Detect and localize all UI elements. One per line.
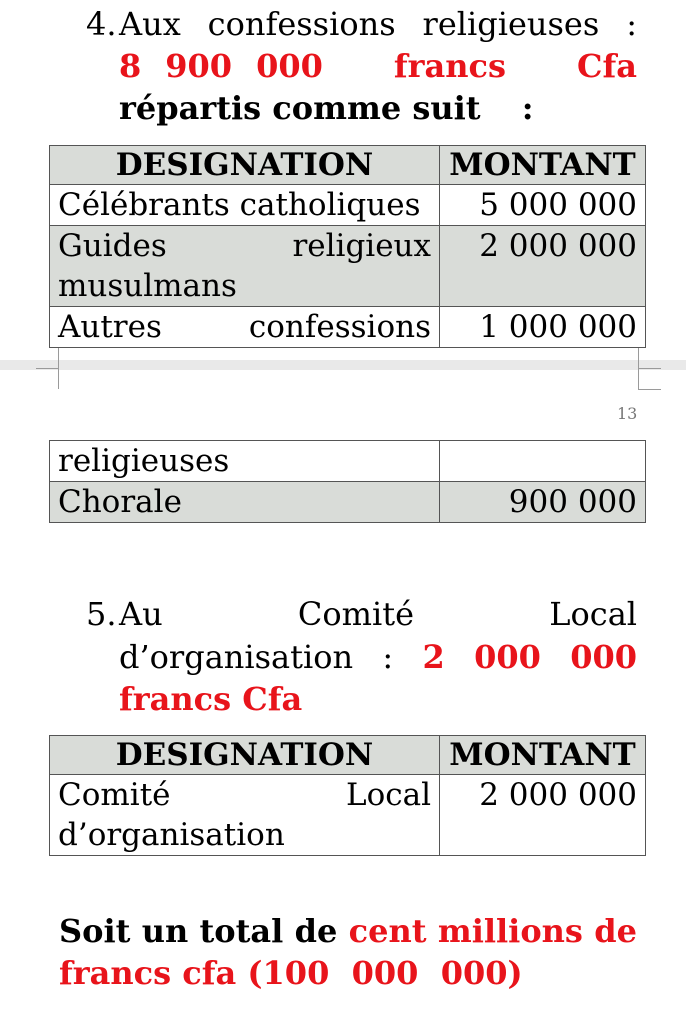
table-row [50,775,646,856]
page-number: 13 [617,404,638,423]
item4-amount [119,46,637,86]
cell-designation: religieuses [50,441,440,482]
item4-amount-word: 000 [256,47,323,85]
item5-amount-word: 000 [570,638,637,676]
total-word: Soit [59,912,131,950]
item4-intro-text: répartis comme suit [119,89,481,127]
table-row [50,307,646,348]
table-comite [49,735,646,856]
item5-word: Local [549,595,637,633]
item4-heading-word: Aux [119,5,181,43]
item5-line2-text: d’organisation [119,638,354,676]
item5-number: 5. [86,595,117,633]
item4-heading-word: : [626,5,637,43]
item4-heading-word: confessions [207,5,396,43]
item5-line1 [119,594,637,634]
item4-number: 4. [86,5,117,43]
item5-amount-word: 000 [474,638,541,676]
page-break [0,360,686,370]
crop-mark-left-top [36,348,59,369]
total-word: cent [348,912,427,950]
item4-amount-word: 8 [119,47,142,85]
cell-designation [50,226,440,307]
item4-amount-word: francs [393,47,506,85]
cell-montant: 5 000 000 [440,185,646,226]
table-header-row [50,736,646,775]
item4-amount-word: 900 [165,47,233,85]
item5-word: Comité [297,595,415,633]
item5-line3: francs Cfa [119,680,303,718]
table-row [50,482,646,523]
table-confessions [49,145,646,348]
cell-montant: 2 000 000 [440,226,646,307]
table-header-row [50,146,646,185]
total-word: millions [437,912,583,950]
cell-word: Local [345,777,431,813]
crop-mark-right-bottom [638,369,661,390]
item4-heading-word: religieuses [422,5,600,43]
cell-designation: Célébrants catholiques [50,185,440,226]
total-word: de [294,912,338,950]
cell-word: Comité [58,777,171,813]
header-designation: DESIGNATION [50,146,440,185]
item5-line2 [119,637,637,677]
table-row [50,185,646,226]
cell-word: religieux [292,228,431,264]
header-montant: MONTANT [440,146,646,185]
total-line1 [59,911,637,951]
cell-designation [50,775,440,856]
item4-intro-colon: : [521,89,534,127]
table-row [50,226,646,307]
item4-amount-word: Cfa [577,47,637,85]
header-designation: DESIGNATION [50,736,440,775]
cell-montant [440,441,646,482]
cell-word: confessions [248,309,431,345]
cell-montant: 2 000 000 [440,775,646,856]
total-word: un [141,912,189,950]
total-line2: francs cfa (100 000 000) [59,954,523,992]
item4-intro [119,88,534,128]
item5-line2-colon: : [382,638,394,676]
item5-word: Au [119,595,163,633]
table-confessions-continued [49,440,646,523]
cell-montant: 1 000 000 [440,307,646,348]
crop-mark-right-top [638,348,661,369]
cell-montant: 900 000 [440,482,646,523]
item5-amount-word: 2 [422,638,445,676]
item4-heading [119,4,637,44]
cell-designation: Chorale [50,482,440,523]
cell-line: d’organisation [58,817,285,853]
cell-word: Guides [58,228,167,264]
table-row [50,441,646,482]
total-word: de [594,912,637,950]
header-montant: MONTANT [440,736,646,775]
total-word: total [199,912,284,950]
cell-designation [50,307,440,348]
cell-line: musulmans [58,268,237,304]
crop-mark-left-bottom [36,369,59,389]
cell-word: Autres [58,309,162,345]
